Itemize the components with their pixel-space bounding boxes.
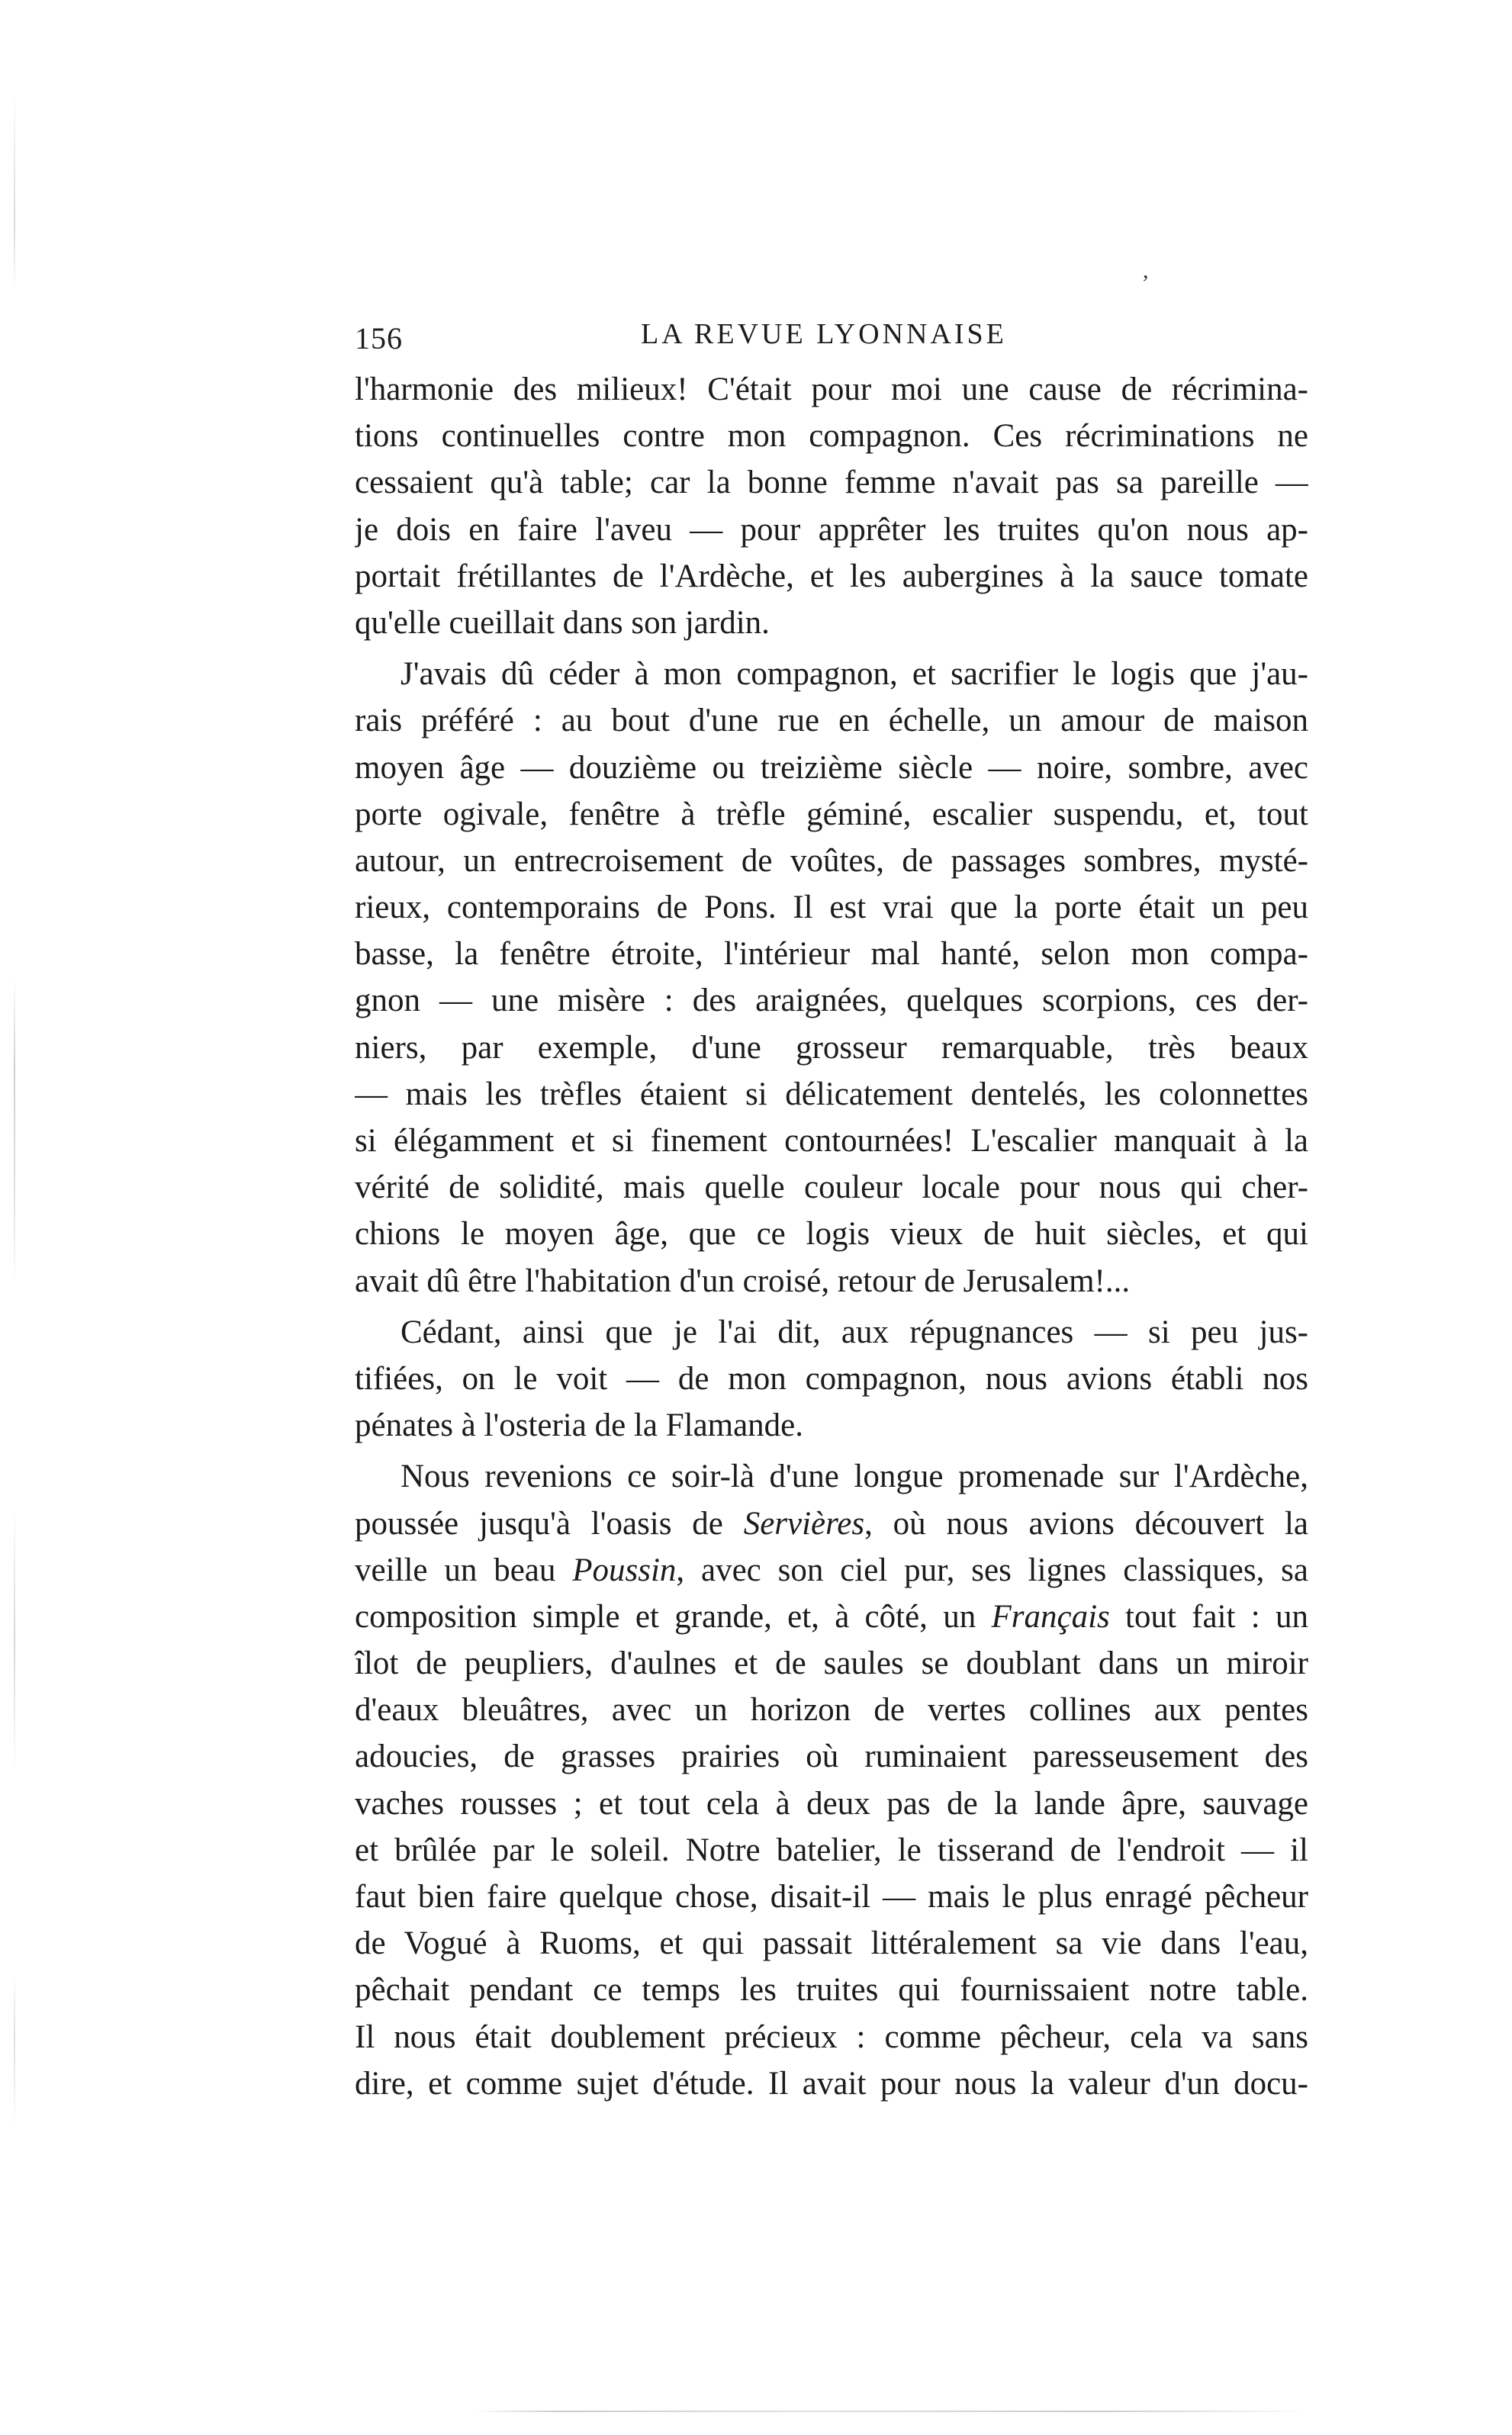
text-line: et brûlée par le soleil. Notre batelier, le tisserand de l'endroit — il xyxy=(355,1832,1308,1868)
text-line: de Vogué à Ruoms, et qui passait littéralement sa vie dans l'eau, xyxy=(355,1925,1308,1962)
text-line: gnon — une misère : des araignées, quelques scorpions, ces der- xyxy=(355,983,1308,1019)
text-line: avait dû être l'habitation d'un croisé, retour de Jerusalem!... xyxy=(355,1263,1131,1299)
text-line: pénates à l'osteria de la Flamande. xyxy=(355,1407,804,1444)
text-line: rieux, contemporains de Pons. Il est vrai que la porte était un peu xyxy=(355,889,1308,926)
paragraph xyxy=(355,1453,1308,2107)
text-line: l'harmonie des milieux! C'était pour moi une cause de récrimina- xyxy=(355,372,1308,407)
text-line: dire, et comme sujet d'étude. Il avait pour nous la valeur d'un docu- xyxy=(355,2065,1308,2102)
body-text xyxy=(355,366,1308,2107)
journal-title: LA REVUE LYONNAISE xyxy=(641,318,1007,350)
page-number: 156 xyxy=(355,321,403,355)
text-line: vaches rousses ; et tout cela à deux pas de la lande âpre, sauvage xyxy=(355,1785,1308,1822)
text-line: composition simple et grande, et, à côté, un Français tout fait : un xyxy=(355,1598,1308,1635)
paragraph xyxy=(355,1309,1308,1449)
text-line: portait frétillantes de l'Ardèche, et les aubergines à la sauce tomate xyxy=(355,558,1308,594)
text-line: chions le moyen âge, que ce logis vieux de huit siècles, et qui xyxy=(355,1216,1308,1253)
text-line: J'avais dû céder à mon compagnon, et sacrifier le logis que j'au- xyxy=(401,656,1308,693)
paragraph xyxy=(355,651,1308,1304)
scan-bottom-artifact xyxy=(473,2411,1312,2412)
text-line: îlot de peupliers, d'aulnes et de saules se doublant dans un miroir xyxy=(355,1645,1308,1682)
text-line: rais préféré : au bout d'une rue en échelle, un amour de maison xyxy=(355,703,1308,739)
text-line: pêchait pendant ce temps les truites qui fournissaient notre table. xyxy=(355,1972,1308,2009)
text-line: basse, la fenêtre étroite, l'intérieur mal hanté, selon mon compa- xyxy=(355,936,1308,973)
text-line: je dois en faire l'aveu — pour apprêter les truites qu'on nous ap- xyxy=(355,511,1308,548)
text-line: qu'elle cueillait dans son jardin. xyxy=(355,604,770,641)
text-line: cessaient qu'à table; car la bonne femme n'avait pas sa pareille — xyxy=(355,465,1308,501)
text-line: veille un beau Poussin, avec son ciel pur, ses lignes classiques, sa xyxy=(355,1552,1308,1588)
scan-edge-artifact xyxy=(14,92,15,2304)
text-line: adoucies, de grasses prairies où ruminaient paresseusement des xyxy=(355,1739,1308,1775)
text-line: autour, un entrecroisement de voûtes, de passages sombres, mysté- xyxy=(355,842,1308,879)
stray-mark: , xyxy=(1143,258,1149,283)
paragraph xyxy=(355,366,1308,646)
text-line: niers, par exemple, d'une grosseur remarquable, très beaux xyxy=(355,1029,1308,1066)
text-line: poussée jusqu'à l'oasis de Servières, où nous avions découvert la xyxy=(355,1505,1308,1542)
text-line: Cédant, ainsi que je l'ai dit, aux répugnances — si peu jus- xyxy=(401,1314,1308,1350)
text-line: vérité de solidité, mais quelle couleur locale pour nous qui cher- xyxy=(355,1169,1308,1206)
text-line: tifiées, on le voit — de mon compagnon, nous avions établi nos xyxy=(355,1360,1308,1397)
text-line: faut bien faire quelque chose, disait-il — mais le plus enragé pêcheur xyxy=(355,1879,1308,1915)
text-line: moyen âge — douzième ou treizième siècle — noire, sombre, avec xyxy=(355,749,1308,786)
text-line: Il nous était doublement précieux : comme pêcheur, cela va sans xyxy=(355,2018,1308,2055)
text-line: porte ogivale, fenêtre à trèfle géminé, escalier suspendu, et, tout xyxy=(355,796,1308,832)
text-line: — mais les trèfles étaient si délicatement dentelés, les colonnettes xyxy=(355,1076,1308,1112)
running-head xyxy=(355,311,1308,357)
text-line: si élégamment et si finement contournées! L'escalier manquait à la xyxy=(355,1123,1308,1159)
text-line: tions continuelles contre mon compagnon. Ces récriminations ne xyxy=(355,418,1308,455)
text-line: d'eaux bleuâtres, avec un horizon de vertes collines aux pentes xyxy=(355,1692,1308,1729)
text-line: Nous revenions ce soir-là d'une longue promenade sur l'Ardèche, xyxy=(401,1459,1308,1495)
